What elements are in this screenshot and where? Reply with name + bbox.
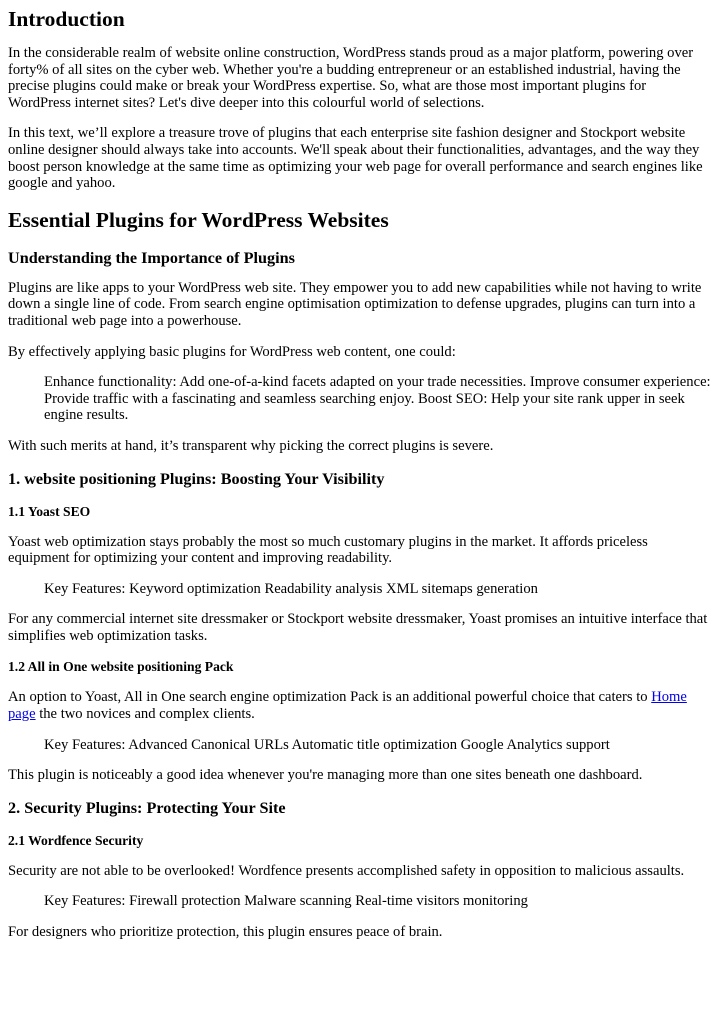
benefits-quote: Enhance functionality: Add one-of-a-kind facets adapted on your trade necessities. Improve consumer experience: Provide traffic with a fascinating and seamless searching enjoy. Boost SEO: Help your site rank upper in seek engine results.	[44, 374, 711, 424]
aioseo-paragraph-1	[8, 689, 712, 722]
importance-subheading: Understanding the Importance of Plugins	[8, 248, 295, 267]
yoast-paragraph-1: Yoast web optimization stays probably the most so much customary plugins in the market. It affords priceless equipment for optimizing your content and improving readability.	[8, 533, 648, 567]
aioseo-features: Key Features: Advanced Canonical URLs Automatic title optimization Google Analytics support	[44, 736, 610, 753]
aioseo-text-after-link: the two novices and complex clients.	[35, 706, 255, 723]
wordfence-paragraph-2: For designers who prioritize protection, this plugin ensures peace of brain.	[8, 924, 443, 941]
wordfence-paragraph-1: Security are not able to be overlooked! Wordfence presents accomplished safety in opposition to malicious assaults.	[8, 862, 685, 879]
aioseo-paragraph-2: This plugin is noticeably a good idea whenever you're managing more than one sites beneath one dashboard.	[8, 767, 643, 784]
intro-paragraph-1: In the considerable realm of website online construction, WordPress stands proud as a major platform, powering over forty% of all sites on the cyber web. Whether you're a budding entrepreneur or an established industrial, having the precise plugins could make or break your WordPress expertise. So, what are those most important plugins for WordPress internet sites? Let's dive deeper into this colourful world of selections.	[8, 45, 694, 111]
importance-paragraph-3: With such merits at hand, it’s transparent why picking the correct plugins is severe.	[8, 437, 494, 454]
essential-plugins-heading: Essential Plugins for WordPress Websites	[8, 207, 389, 232]
aioseo-text-before-link: An option to Yoast, All in One search engine optimization Pack is an additional powerful choice that caters to	[8, 689, 652, 706]
home-page-link[interactable]: Home page	[8, 689, 687, 723]
importance-paragraph-2: By effectively applying basic plugins for WordPress web content, one could:	[8, 343, 456, 360]
importance-paragraph-1: Plugins are like apps to your WordPress web site. They empower you to add new capabilities while not having to write down a single line of code. From search engine optimisation optimization to defense upgrades, plugins can turn into a traditional web page into a powerhouse.	[8, 279, 702, 329]
wordfence-heading: 2.1 Wordfence Security	[8, 832, 144, 848]
intro-heading: Introduction	[8, 7, 125, 31]
yoast-paragraph-2: For any commercial internet site dressmaker or Stockport website dressmaker, Yoast promises an intuitive interface that simplifies web optimization tasks.	[8, 611, 708, 644]
article	[0, 6, 720, 941]
security-plugins-heading: 2. Security Plugins: Protecting Your Site	[8, 798, 286, 817]
aioseo-heading: 1.2 All in One website positioning Pack	[8, 659, 234, 675]
intro-paragraph-2: In this text, we’ll explore a treasure trove of plugins that each enterprise site fashion designer and Stockport website online designer should always take into accounts. We'll speak about their functionalities, advantages, and the way they boost person knowledge at the same time as optimizing your web page for overall performance and search engines like google and yahoo.	[8, 125, 703, 192]
yoast-heading: 1.1 Yoast SEO	[8, 503, 91, 519]
wordfence-features: Key Features: Firewall protection Malware scanning Real-time visitors monitoring	[44, 893, 528, 910]
seo-plugins-heading: 1. website positioning Plugins: Boosting Your Visibility	[8, 469, 385, 488]
yoast-features: Key Features: Keyword optimization Readability analysis XML sitemaps generation	[44, 580, 538, 597]
